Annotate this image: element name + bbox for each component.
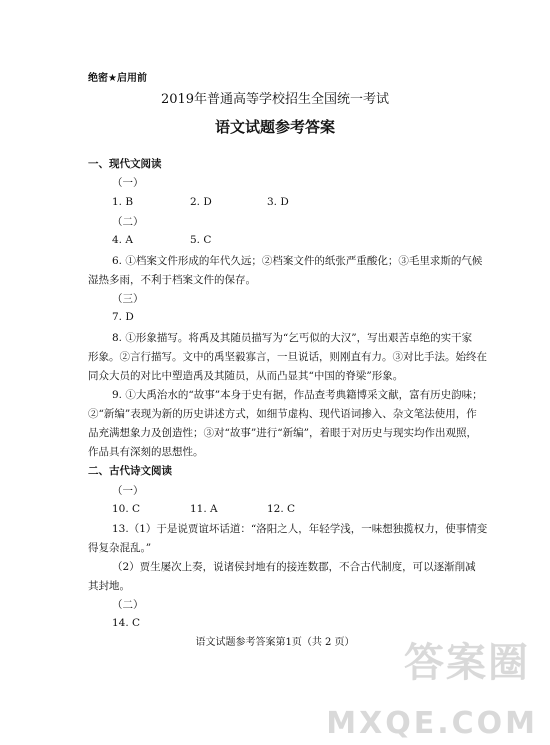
- exam-title: 2019年普通高等学校招生全国统一考试: [160, 92, 390, 107]
- part-label: （三）: [112, 293, 144, 305]
- answer-q4: 4. A: [112, 234, 133, 246]
- answer-q2: 2. D: [190, 196, 212, 208]
- confidential-label: 绝密★启用前: [88, 73, 147, 84]
- answer-q9-line: 作品具有深刻的思想性。: [88, 446, 204, 458]
- part-label: （一）: [112, 177, 144, 189]
- watermark-logo: [326, 631, 544, 741]
- section-heading-modern-reading: 一、现代文阅读: [88, 158, 162, 170]
- answer-q8-line: 形象。②言行描写。文中的禹坚毅寡言，一旦说话，则刚直有力。③对比手法。始终在: [88, 351, 487, 363]
- answer-q11: 11. A: [190, 503, 218, 515]
- watermark-text-top: 答案圈: [404, 640, 530, 686]
- part-label: （二）: [112, 599, 144, 611]
- answer-q14: 14. C: [112, 617, 141, 629]
- answer-q10: 10. C: [112, 503, 141, 515]
- watermark-text-bottom: MXQE.COM: [326, 706, 538, 741]
- answer-q12: 12. C: [267, 503, 296, 515]
- answer-q5: 5. C: [190, 234, 212, 246]
- answer-q9-line: ②“新编”表现为新的历史讲述方式，如细节虚构、现代语词掺入、杂文笔法使用，作: [88, 408, 477, 420]
- answer-q13-line: 得复杂混乱。”: [88, 542, 152, 554]
- part-label: （二）: [112, 216, 144, 228]
- answer-q6-line: 6. ①档案文件形成的年代久远；②档案文件的纸张严重酸化；③毛里求斯的气候: [112, 255, 483, 267]
- answer-q7: 7. D: [112, 311, 134, 323]
- answer-q9-line: 品充满想象力及创造性；③对“故事”进行“新编”，着眼于对历史与现实均作出观照，: [88, 427, 477, 439]
- answer-q8-line: 8. ①形象描写。将禹及其随员描写为“乞丐似的大汉”，写出艰苦卓绝的实干家: [112, 332, 473, 344]
- section-heading-classical-reading: 二、古代诗文阅读: [88, 465, 172, 477]
- answer-q13-line: 其封地。: [88, 580, 130, 592]
- answer-q9-line: 9. ①大禹治水的“故事”本身于史有据，作品查考典籍博采文献，富有历史韵味；: [112, 389, 483, 401]
- answer-q6-line: 湿热多雨，不利于档案文件的保存。: [88, 274, 256, 286]
- page-footer: 语文试题参考答案第1页（共 2 页）: [195, 637, 355, 648]
- answer-q13-line: 13.（1）于是说贾谊坏话道：“洛阳之人，年轻学浅，一味想独揽权力，使事情变: [112, 523, 488, 535]
- answer-q13-line: （2）贾生屡次上奏，说诸侯封地有的接连数郡，不合古代制度，可以逐渐削减: [112, 561, 476, 573]
- answer-q1: 1. B: [112, 196, 134, 208]
- answer-q8-line: 同众大员的对比中塑造禹及其随员，从而凸显其“中国的脊梁”形象。: [88, 370, 404, 382]
- answer-q3: 3. D: [267, 196, 289, 208]
- part-label: （一）: [112, 485, 144, 497]
- document-title: 语文试题参考答案: [214, 118, 335, 136]
